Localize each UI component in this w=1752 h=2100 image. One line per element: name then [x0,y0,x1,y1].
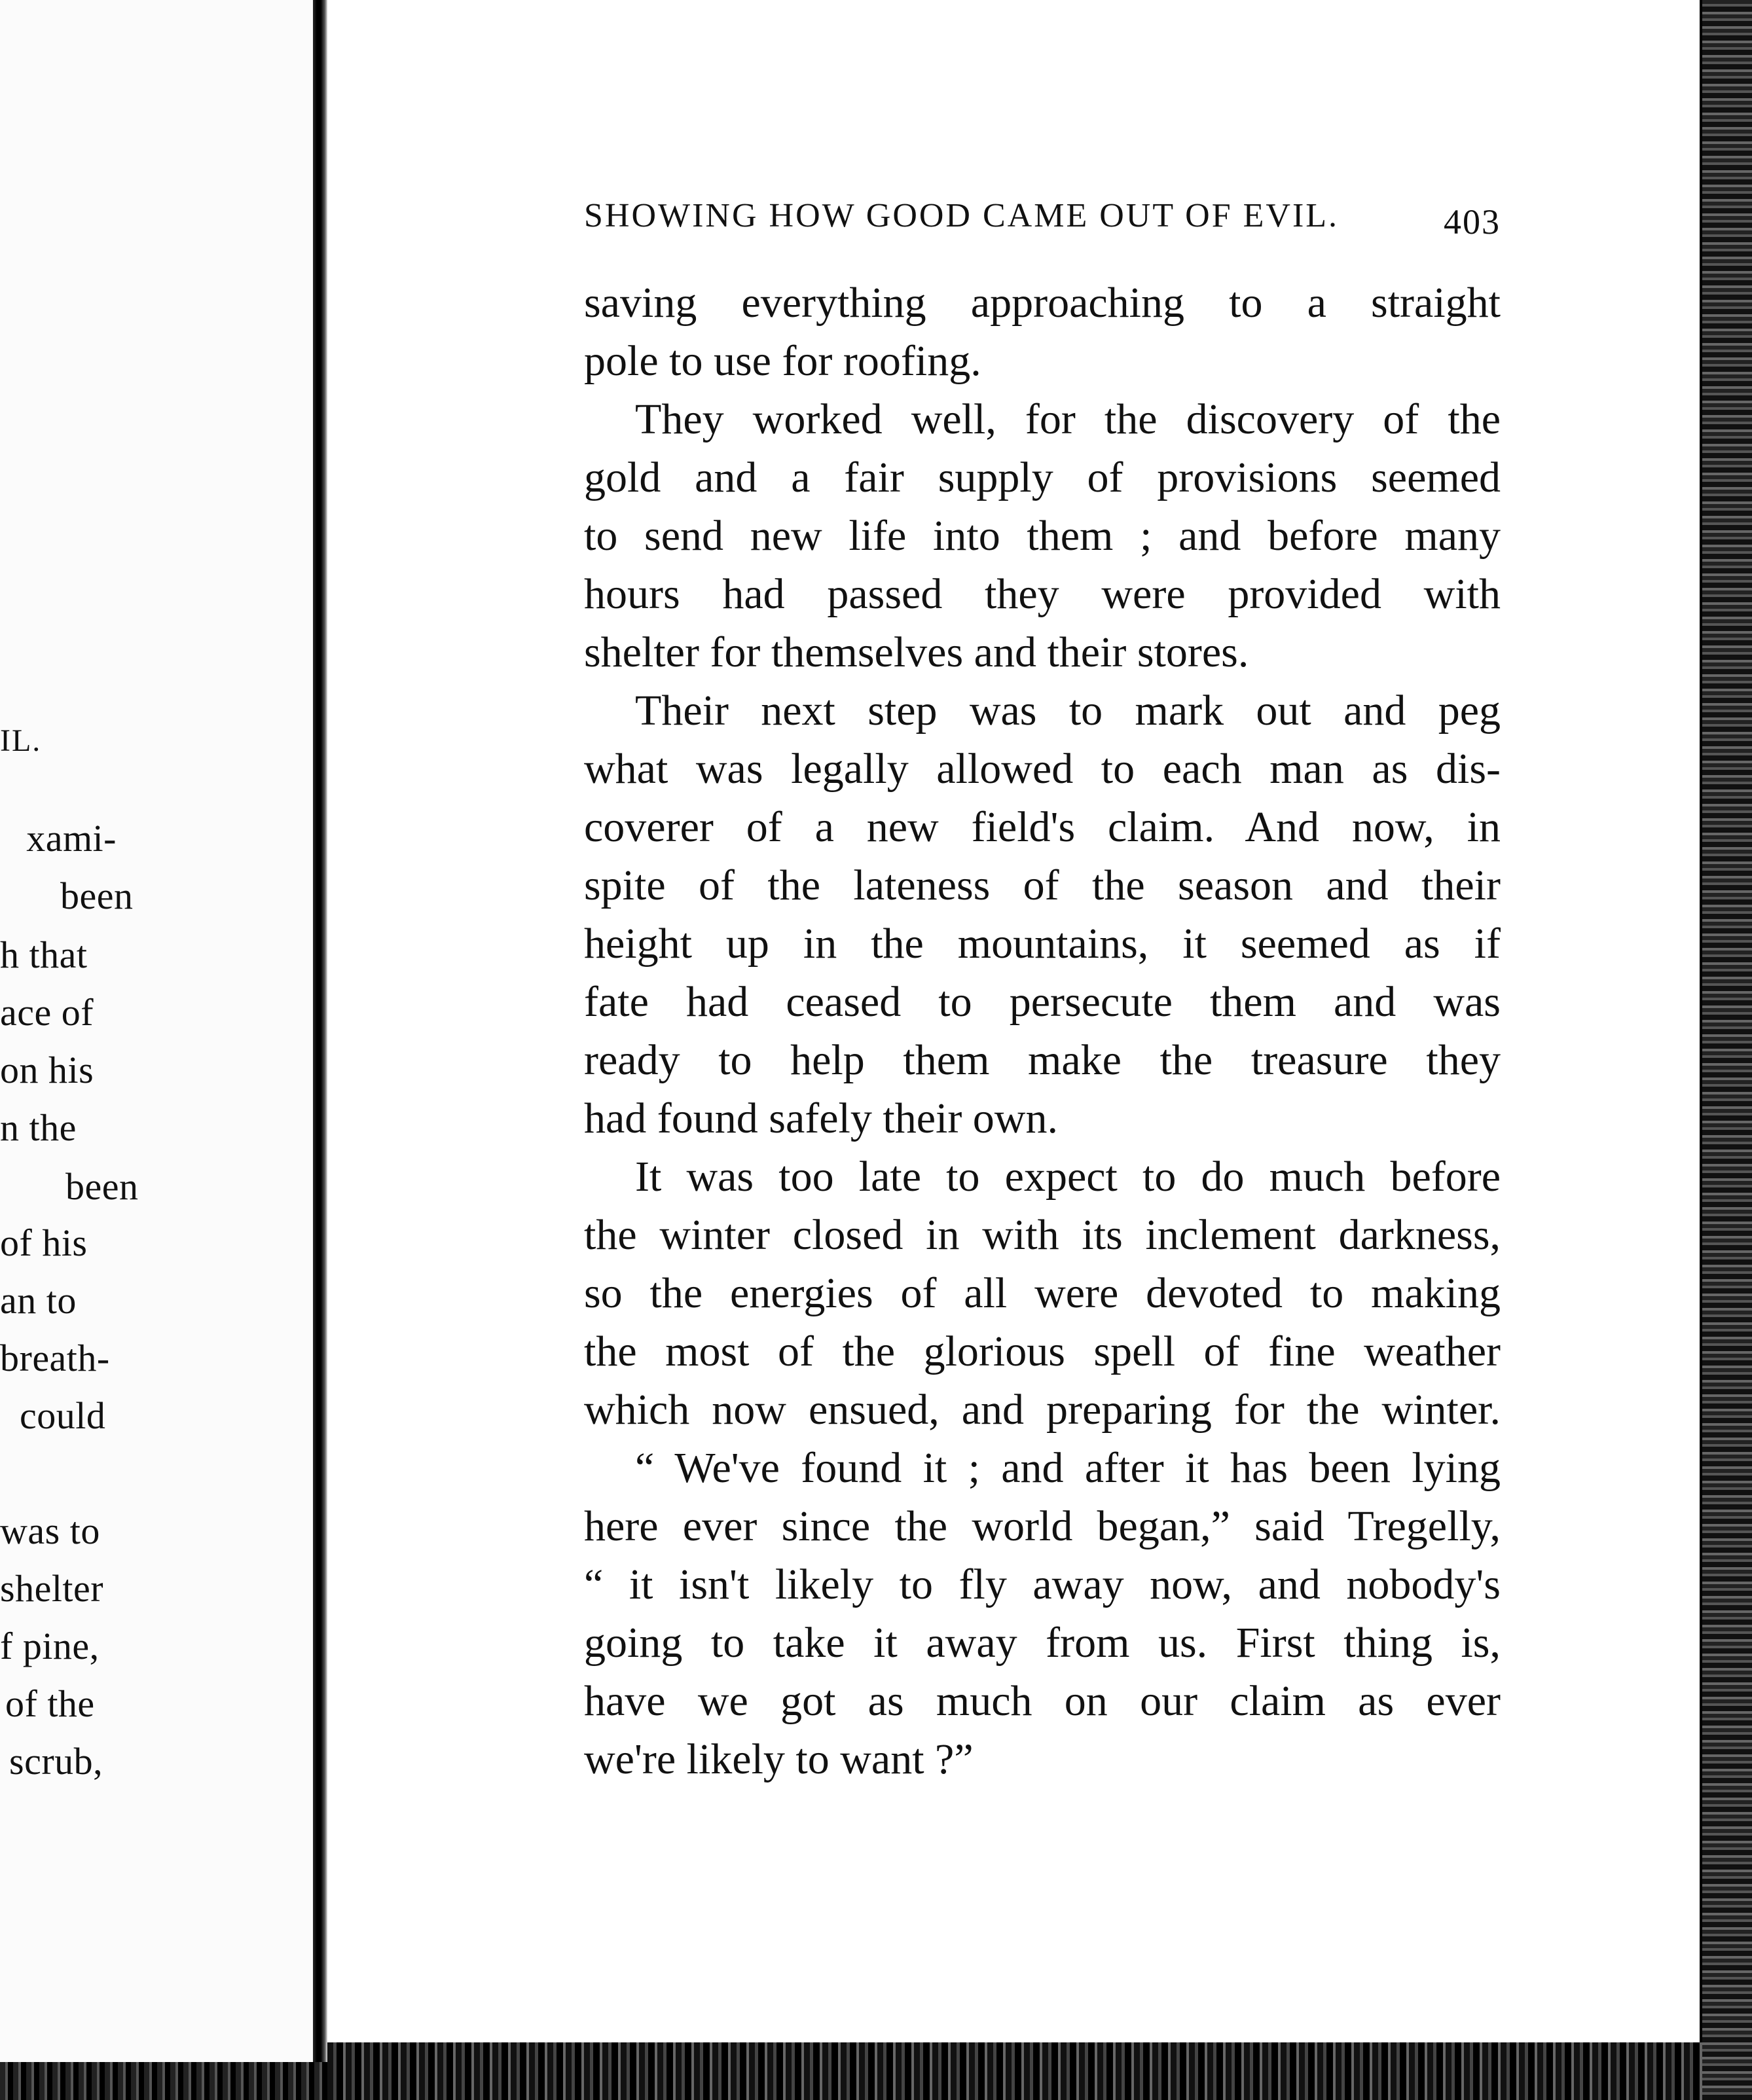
left-line-fragment: ace of [0,991,94,1034]
text-line: going to take it away from us. First thing is, [584,1619,1501,1667]
left-line-fragment: was to [0,1510,100,1552]
left-line-fragment: f pine, [0,1625,100,1667]
left-line-fragment: of the [5,1682,95,1725]
left-line-fragment: been [60,875,134,917]
running-title: SHOWING HOW GOOD CAME OUT OF EVIL. [584,197,1340,234]
text-line: They worked well, for the discovery of the [635,395,1501,443]
text-line: Their next step was to mark out and peg [635,687,1501,734]
book-gutter [313,0,327,2100]
text-line: have we got as much on our claim as ever [584,1677,1501,1725]
book-page [327,0,1702,2042]
text-line: saving everything approaching to a straight [584,279,1501,327]
left-line-fragment: breath- [0,1337,110,1379]
text-line: had found safely their own. [584,1095,1058,1142]
text-line: we're likely to want ?” [584,1735,974,1783]
text-line: hours had passed they were provided with [584,570,1501,618]
left-line-fragment: of his [0,1222,88,1264]
page-number: 403 [1444,202,1501,242]
binding-texture-bottom [327,2042,1702,2100]
binding-texture-right [1702,0,1752,2100]
body-text [584,274,1501,1788]
facing-page-fragment [0,0,313,2100]
text-line: pole to use for roofing. [584,337,981,385]
text-line: what was legally allowed to each man as dis- [584,745,1501,793]
text-line: It was too late to expect to do much before [635,1153,1501,1201]
text-line: height up in the mountains, it seemed as if [584,920,1501,968]
left-line-fragment: shelter [0,1567,104,1610]
left-line-fragment: h that [0,933,88,976]
text-line: spite of the lateness of the season and their [584,861,1501,909]
text-line: gold and a fair supply of provisions seemed [584,454,1501,501]
left-line-fragment: been [65,1165,139,1208]
left-line-fragment: on his [0,1049,94,1091]
text-line: “ We've found it ; and after it has been lying [635,1444,1501,1492]
text-line: to send new life into them ; and before many [584,512,1501,560]
text-line: here ever since the world began,” said Tregelly, [584,1502,1501,1550]
text-line: so the energies of all were devoted to making [584,1269,1501,1317]
text-line: “ it isn't likely to fly away now, and nobody's [584,1561,1501,1608]
left-line-fragment: n the [0,1106,77,1149]
running-head [584,196,1501,242]
text-line: ready to help them make the treasure they [584,1036,1501,1084]
binding-texture-bottom-left [0,2062,327,2100]
text-line: the winter closed in with its inclement darkness, [584,1211,1501,1259]
left-line-fragment: an to [0,1279,77,1322]
text-line: fate had ceased to persecute them and was [584,978,1501,1026]
left-line-fragment: could [20,1394,106,1437]
text-line: shelter for themselves and their stores. [584,628,1249,676]
text-line: the most of the glorious spell of fine weather [584,1328,1501,1375]
left-line-fragment: scrub, [9,1740,103,1783]
text-line: coverer of a new field's claim. And now, in [584,803,1501,851]
text-line: which now ensued, and preparing for the winter. [584,1386,1501,1434]
left-line-fragment: xami- [26,817,117,860]
left-running-head-fragment: IL. [0,723,42,758]
